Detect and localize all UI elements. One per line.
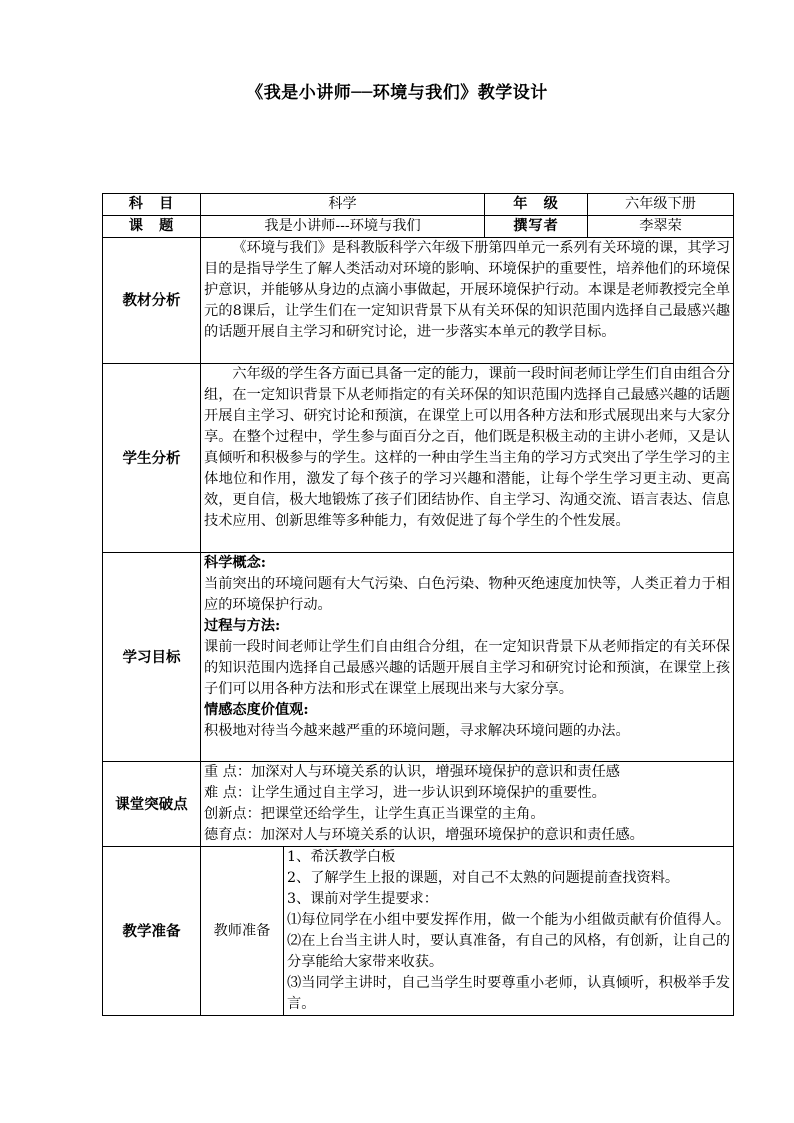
concept-title: 科学概念: xyxy=(204,555,266,571)
student-label: 学生分析 xyxy=(103,364,201,553)
goals-cell xyxy=(201,553,734,762)
topic-label: 课 题 xyxy=(103,216,201,238)
student-text: 六年级的学生各方面已具备一定的能力，课前一段时间老师让学生们自由组合分组，在一定知识背景下从老师指定的有关环保的知识范围内选择自己最感兴趣的话题开展自主学习、研究讨论和预演，在课堂上可以用各种方法和形式展现出来与大家分享。在整个过程中，学生参与面百分之百，他们既是积极主动的主讲小老师，又是认真倾听和积极参与的学生。这样的一种由学生当主角的学习方式突出了学生学习的主体地位和作用，激发了每个孩子的学习兴趣和潜能，让每个学生学习更主动、更高效，更自信，极大地锻炼了孩子们团结协作、自主学习、沟通交流、语言表达、信息技术应用、创新思维等多种能力，有效促进了每个学生的个性发展。 xyxy=(204,366,731,529)
process-title: 过程与方法: xyxy=(204,618,281,634)
material-row xyxy=(103,238,734,364)
lesson-plan-table xyxy=(102,193,734,1016)
subject-row xyxy=(103,194,734,216)
student-cell xyxy=(201,364,734,553)
preparation-row xyxy=(103,847,734,1016)
process-text: 课前一段时间老师让学生们自由组合分组，在一定知识背景下从老师指定的有关环保的知识范围内选择自己最感兴趣的话题开展自主学习和研究讨论和预演，在课堂上孩子们可以用各种方法和形式在课堂上展现出来与大家分享。 xyxy=(204,639,731,697)
innovation-point: 创新点：把课堂还给学生，让学生真正当课堂的主角。 xyxy=(204,806,545,822)
topic-row xyxy=(103,216,734,238)
concept-text: 当前突出的环境问题有大气污染、白色污染、物种灭绝速度加快等，人类正着力于相应的环境保护行动。 xyxy=(204,576,731,613)
material-label: 教材分析 xyxy=(103,238,201,364)
goals-label: 学习目标 xyxy=(103,553,201,762)
grade-label: 年 级 xyxy=(485,194,588,216)
grade-value: 六年级下册 xyxy=(588,194,734,216)
subject-label: 科 目 xyxy=(103,194,201,216)
difficult-point: 难 点：让学生通过自主学习，进一步认识到环境保护的重要性。 xyxy=(204,785,606,801)
page-title: 《我是小讲师──环境与我们》教学设计 xyxy=(246,83,548,103)
author-value: 李翠荣 xyxy=(588,216,734,238)
key-point: 重 点：加深对人与环境关系的认识，增强环境保护的意识和责任感 xyxy=(204,764,620,780)
preparation-label: 教学准备 xyxy=(103,847,201,1016)
breakthrough-label: 课堂突破点 xyxy=(103,762,201,847)
topic-value: 我是小讲师---环境与我们 xyxy=(201,216,485,238)
prep-line-3: 3、课前对学生提要求： xyxy=(287,891,438,907)
emotion-title: 情感态度价值观: xyxy=(204,702,309,718)
prep-line-4: ⑴每位同学在小组中要发挥作用，做一个能为小组做贡献有价值得人。⑵在上台当主讲人时，要认真准备，有自己的风格，有创新，让自己的分享能给大家带来收获。 xyxy=(287,912,731,970)
material-text: 《环境与我们》是科教版科学六年级下册第四单元一系列有关环境的课，其学习目的是指导学生了解人类活动对环境的影响、环境保护的重要性，培养他们的环境保护意识，并能够从身边的点滴小事做起，开展环境保护行动。本课是老师教授完全单元的8课后，让学生们在一定知识背景下从有关环保的知识范围内选择自己最感兴趣的话题开展自主学习和研究讨论，进一步落实本单元的教学目标。 xyxy=(204,240,731,340)
subject-value: 科学 xyxy=(201,194,485,216)
goals-row xyxy=(103,553,734,762)
prep-line-2: 2、了解学生上报的课题，对自己不太熟的问题提前查找资料。 xyxy=(287,870,680,886)
material-cell xyxy=(201,238,734,364)
student-row xyxy=(103,364,734,553)
prep-line-5: ⑶当同学主讲时，自己当学生时要尊重小老师，认真倾听，积极举手发言。 xyxy=(287,975,731,1012)
breakthrough-cell xyxy=(201,762,734,847)
emotion-text: 积极地对待当今越来越严重的环境问题，寻求解决环境问题的办法。 xyxy=(204,723,630,739)
breakthrough-row xyxy=(103,762,734,847)
moral-point: 德育点：加深对人与环境关系的认识，增强环境保护的意识和责任感。 xyxy=(204,827,644,843)
author-label: 撰写者 xyxy=(485,216,588,238)
prep-line-1: 1、希沃教学白板 xyxy=(287,849,396,865)
teacher-prep-label: 教师准备 xyxy=(201,847,284,1016)
preparation-cell xyxy=(284,847,734,1016)
